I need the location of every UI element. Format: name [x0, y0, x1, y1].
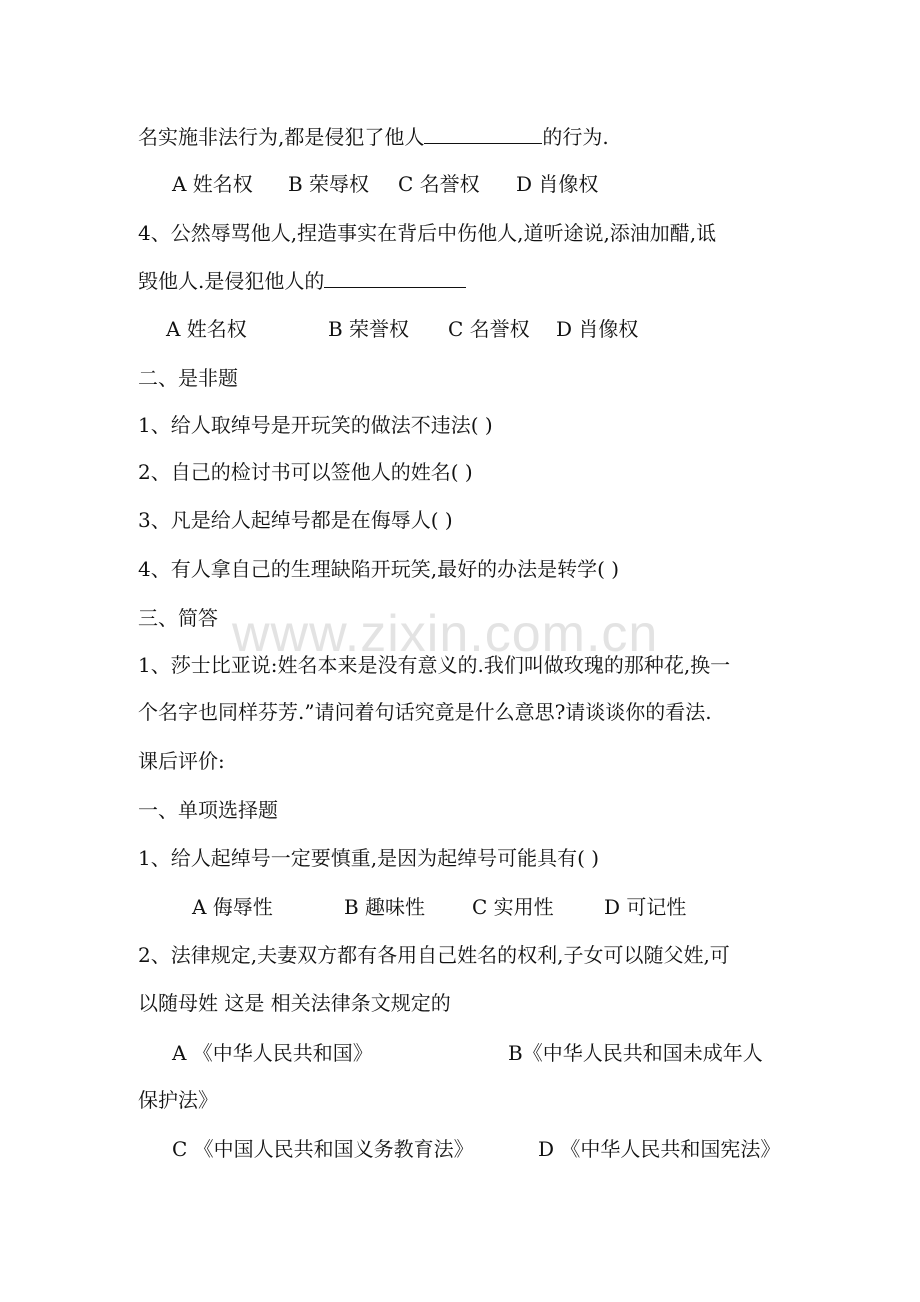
- true-false-item-2: 2、自己的检讨书可以签他人的姓名( ): [138, 460, 473, 484]
- option-d: D 肖像权: [516, 172, 599, 196]
- option-b: B 荣誉权: [328, 317, 410, 341]
- option-a: A 姓名权: [172, 172, 253, 196]
- evaluation-question-1-options: [192, 893, 687, 921]
- question-4-line-2-text: 毁他人.是侵犯他人的: [138, 269, 325, 293]
- option-a: A 姓名权: [166, 317, 247, 341]
- short-answer-q1-line-2: 个名字也同样芬芳.”请问着句话究竟是什么意思?请谈谈你的看法.: [138, 700, 712, 724]
- evaluation-question-1: 1、给人起绰号一定要慎重,是因为起绰号可能具有( ): [138, 846, 600, 870]
- question-3-end: 的行为.: [542, 125, 609, 149]
- option-d: D 可记性: [604, 895, 687, 919]
- evaluation-question-2-option-b: B《中华人民共和国未成年人: [508, 1041, 763, 1065]
- evaluation-question-2-option-b-cont: 保护法》: [138, 1088, 218, 1112]
- true-false-heading: 二、是非题: [138, 366, 238, 390]
- short-answer-heading: 三、简答: [138, 606, 218, 630]
- question-3-options: [172, 170, 599, 198]
- evaluation-question-2-line-1: 2、法律规定,夫妻双方都有各用自己姓名的权利,子女可以随父姓,可: [138, 943, 730, 967]
- true-false-item-4: 4、有人拿自己的生理缺陷开玩笑,最好的办法是转学( ): [138, 557, 620, 581]
- option-d: D 肖像权: [556, 317, 639, 341]
- short-answer-q1-line-1: 1、莎士比亚说:姓名本来是没有意义的.我们叫做玫瑰的那种花,换一: [138, 653, 731, 677]
- evaluation-question-2-line-2: 以随母姓 这是 相关法律条文规定的: [138, 991, 451, 1015]
- question-3-continued: 名实施非法行为,都是侵犯了他人: [138, 125, 425, 149]
- evaluation-question-2-option-c: C 《中国人民共和国义务教育法》: [172, 1137, 474, 1161]
- question-4-options: [166, 315, 639, 343]
- watermark: www.zixin.com.cn: [232, 605, 659, 663]
- option-c: C 名誉权: [398, 172, 480, 196]
- answer-blank: [324, 267, 466, 288]
- evaluation-heading: 课后评价:: [138, 749, 225, 773]
- option-b: B 趣味性: [344, 895, 426, 919]
- option-b: B 荣辱权: [288, 172, 370, 196]
- evaluation-question-2-option-d: D 《中华人民共和国宪法》: [538, 1137, 781, 1161]
- single-choice-heading: 一、单项选择题: [138, 798, 278, 822]
- question-4-line-2: [138, 267, 466, 295]
- question-4-line-1: 4、公然辱骂他人,捏造事实在背后中伤他人,道听途说,添油加醋,诋: [138, 221, 717, 245]
- question-3-text: [138, 123, 609, 151]
- answer-blank: [424, 123, 542, 144]
- option-a: A 侮辱性: [192, 895, 273, 919]
- evaluation-question-2-option-a: A 《中华人民共和国》: [172, 1041, 373, 1065]
- true-false-item-3: 3、凡是给人起绰号都是在侮辱人( ): [138, 508, 453, 532]
- true-false-item-1: 1、给人取绰号是开玩笑的做法不违法( ): [138, 413, 493, 437]
- option-c: C 实用性: [472, 895, 554, 919]
- option-c: C 名誉权: [448, 317, 530, 341]
